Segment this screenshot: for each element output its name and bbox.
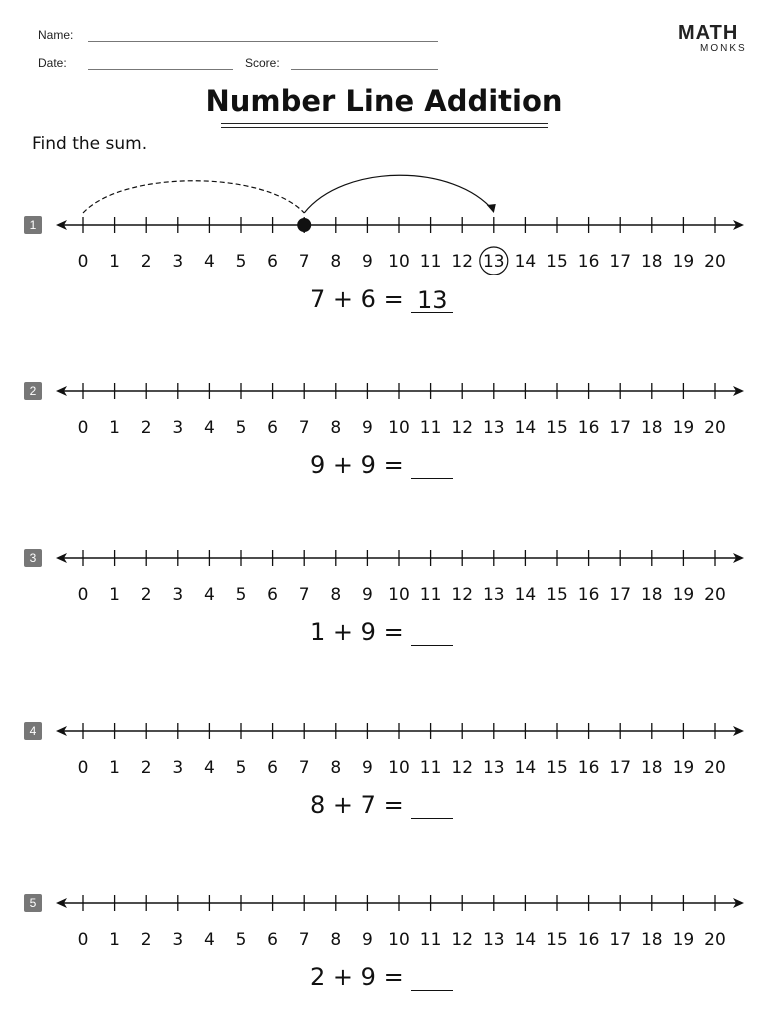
tick-label: 3 (172, 930, 184, 950)
equals-sign: = (375, 791, 412, 819)
tick-label: 8 (330, 758, 342, 778)
tick-label: 17 (609, 418, 632, 438)
tick-label: 1 (109, 585, 121, 605)
math-monks-logo (678, 22, 750, 62)
plus-sign: + (325, 618, 361, 646)
problem-3 (0, 498, 768, 648)
name-label: Name: (38, 28, 74, 42)
tick-label: 8 (330, 585, 342, 605)
equation (310, 618, 453, 646)
tick-label: 9 (361, 418, 373, 438)
tick-label: 6 (267, 252, 279, 272)
tick-label: 18 (640, 418, 663, 438)
tick-label: 2 (140, 758, 152, 778)
tick-label: 5 (235, 418, 247, 438)
tick-label: 12 (451, 418, 474, 438)
tick-label: 11 (419, 585, 442, 605)
tick-label: 0 (77, 930, 89, 950)
tick-label: 16 (577, 930, 600, 950)
tick-label: 16 (577, 758, 600, 778)
tick-label: 14 (514, 418, 537, 438)
tick-label: 0 (77, 252, 89, 272)
tick-label: 15 (546, 418, 568, 438)
answer-blank[interactable] (411, 964, 453, 991)
tick-label: 19 (672, 930, 695, 950)
tick-label: 13 (482, 418, 505, 438)
equals-sign: = (375, 285, 412, 313)
dashed-start-arc (83, 181, 304, 213)
problem-number-badge: 1 (24, 216, 42, 234)
tick-label: 5 (235, 585, 247, 605)
tick-label: 14 (514, 930, 537, 950)
problem-2 (0, 331, 768, 481)
tick-label: 11 (419, 930, 442, 950)
tick-label: 5 (235, 758, 247, 778)
tick-label: 2 (140, 418, 152, 438)
name-field[interactable] (88, 41, 438, 42)
equation (310, 451, 453, 479)
tick-label: 1 (109, 930, 121, 950)
equation (310, 791, 453, 819)
tick-label: 19 (672, 252, 695, 272)
tick-label: 9 (361, 585, 373, 605)
tick-label: 6 (267, 585, 279, 605)
tick-label: 3 (172, 252, 184, 272)
tick-label: 19 (672, 758, 695, 778)
tick-label: 6 (267, 758, 279, 778)
tick-label: 15 (546, 252, 568, 272)
tick-label: 6 (267, 930, 279, 950)
tick-label: 7 (298, 930, 310, 950)
equals-sign: = (375, 451, 412, 479)
instruction-text: Find the sum. (32, 134, 148, 154)
tick-label: 5 (235, 930, 247, 950)
addend-b: 6 (360, 285, 376, 313)
tick-label: 20 (704, 252, 726, 272)
tick-label: 18 (640, 930, 663, 950)
number-line (0, 843, 768, 953)
tick-label: 0 (77, 585, 89, 605)
addend-a: 1 (310, 618, 326, 646)
equals-sign: = (375, 963, 412, 991)
tick-label: 8 (330, 252, 342, 272)
addend-b: 9 (360, 451, 376, 479)
tick-label: 17 (609, 252, 632, 272)
tick-label: 20 (704, 585, 726, 605)
tick-label: 11 (419, 758, 442, 778)
tick-label: 4 (203, 585, 215, 605)
tick-label: 12 (451, 930, 474, 950)
number-line (0, 498, 768, 608)
addend-a: 7 (310, 285, 326, 313)
addend-b: 9 (360, 618, 376, 646)
tick-label: 13 (482, 252, 505, 272)
tick-label: 5 (235, 252, 247, 272)
tick-label: 15 (546, 930, 568, 950)
answer-blank[interactable] (411, 792, 453, 819)
jump-arrowhead-icon (487, 204, 496, 213)
logo-main-text: MATH (678, 22, 739, 44)
tick-label: 20 (704, 930, 726, 950)
problem-1 (0, 165, 768, 315)
tick-label: 2 (140, 252, 152, 272)
tick-label: 10 (388, 252, 410, 272)
problem-number-badge: 3 (24, 549, 42, 567)
tick-label: 12 (451, 252, 474, 272)
tick-label: 16 (577, 418, 600, 438)
tick-label: 9 (361, 930, 373, 950)
tick-label: 12 (451, 758, 474, 778)
number-line (0, 331, 768, 441)
tick-label: 11 (419, 418, 442, 438)
logo-sub-text: MONKS (700, 43, 747, 54)
problem-4 (0, 671, 768, 821)
number-line (0, 165, 768, 275)
tick-label: 17 (609, 930, 632, 950)
addend-b: 9 (360, 963, 376, 991)
answer-blank[interactable]: 13 (411, 286, 453, 313)
problem-number-badge: 4 (24, 722, 42, 740)
tick-label: 1 (109, 758, 121, 778)
score-label: Score: (245, 56, 280, 70)
tick-label: 16 (577, 585, 600, 605)
answer-blank[interactable] (411, 619, 453, 646)
tick-label: 14 (514, 585, 537, 605)
problem-number-badge: 2 (24, 382, 42, 400)
start-point-dot (297, 218, 311, 232)
date-label: Date: (38, 56, 67, 70)
tick-label: 3 (172, 585, 184, 605)
title-underline-1 (221, 123, 548, 124)
tick-label: 7 (298, 585, 310, 605)
problem-5 (0, 843, 768, 993)
answer-blank[interactable] (411, 452, 453, 479)
tick-label: 7 (298, 252, 310, 272)
tick-label: 17 (609, 758, 632, 778)
tick-label: 0 (77, 758, 89, 778)
tick-label: 20 (704, 758, 726, 778)
tick-label: 10 (388, 418, 410, 438)
tick-label: 4 (203, 252, 215, 272)
plus-sign: + (325, 451, 361, 479)
tick-label: 9 (361, 252, 373, 272)
tick-label: 18 (640, 585, 663, 605)
tick-label: 8 (330, 930, 342, 950)
tick-label: 15 (546, 758, 568, 778)
tick-label: 0 (77, 418, 89, 438)
tick-label: 11 (419, 252, 442, 272)
tick-label: 15 (546, 585, 568, 605)
tick-label: 19 (672, 585, 695, 605)
jump-arc (304, 175, 494, 213)
tick-label: 6 (267, 418, 279, 438)
tick-label: 4 (203, 418, 215, 438)
tick-label: 9 (361, 758, 373, 778)
tick-label: 18 (640, 758, 663, 778)
score-field[interactable] (291, 69, 438, 70)
tick-label: 19 (672, 418, 695, 438)
tick-label: 20 (704, 418, 726, 438)
tick-label: 1 (109, 418, 121, 438)
equals-sign: = (375, 618, 412, 646)
addend-a: 2 (310, 963, 326, 991)
tick-label: 7 (298, 418, 310, 438)
tick-label: 10 (388, 930, 410, 950)
tick-label: 14 (514, 758, 537, 778)
tick-label: 18 (640, 252, 663, 272)
problem-number-badge: 5 (24, 894, 42, 912)
equation (310, 963, 453, 991)
plus-sign: + (325, 791, 361, 819)
addend-a: 9 (310, 451, 326, 479)
tick-label: 17 (609, 585, 632, 605)
tick-label: 14 (514, 252, 537, 272)
page-title: Number Line Addition (205, 84, 563, 118)
date-field[interactable] (88, 69, 233, 70)
tick-label: 4 (203, 930, 215, 950)
tick-label: 13 (482, 758, 505, 778)
equation (310, 285, 453, 313)
tick-label: 2 (140, 585, 152, 605)
tick-label: 10 (388, 758, 410, 778)
tick-label: 10 (388, 585, 410, 605)
tick-label: 3 (172, 758, 184, 778)
tick-label: 1 (109, 252, 121, 272)
tick-label: 16 (577, 252, 600, 272)
tick-label: 12 (451, 585, 474, 605)
tick-label: 2 (140, 930, 152, 950)
number-line (0, 671, 768, 781)
tick-label: 8 (330, 418, 342, 438)
plus-sign: + (325, 963, 361, 991)
tick-label: 7 (298, 758, 310, 778)
title-underline-2 (221, 127, 548, 128)
plus-sign: + (325, 285, 361, 313)
addend-b: 7 (360, 791, 376, 819)
tick-label: 13 (482, 585, 505, 605)
addend-a: 8 (310, 791, 326, 819)
tick-label: 13 (482, 930, 505, 950)
tick-label: 4 (203, 758, 215, 778)
tick-label: 3 (172, 418, 184, 438)
